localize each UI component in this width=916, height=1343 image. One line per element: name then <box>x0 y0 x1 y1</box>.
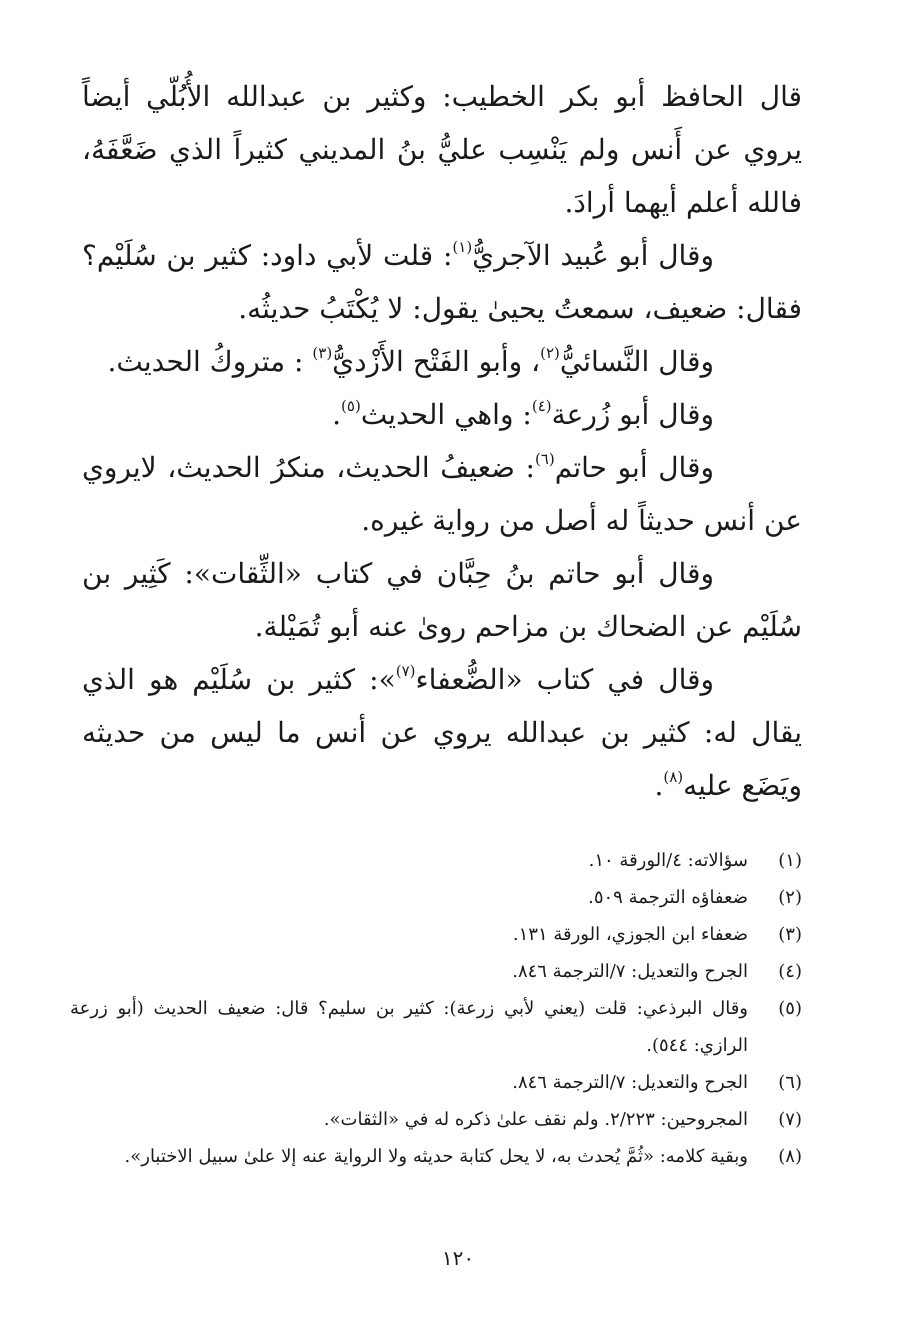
footnote <box>70 953 802 990</box>
body-paragraph <box>82 229 802 335</box>
footnote <box>70 990 802 1064</box>
text-run: . <box>654 769 664 802</box>
page-number: ١٢٠ <box>441 1246 475 1270</box>
footnote-ref: (٨) <box>663 768 684 786</box>
footnote <box>70 879 802 916</box>
footnote-number: (٥) <box>778 998 802 1019</box>
text-run: : واهي الحديث <box>360 398 532 431</box>
footnote-text: الجرح والتعديل: ٧/الترجمة ٨٤٦. <box>512 1072 748 1093</box>
main-text <box>82 70 802 812</box>
footnote-number: (٧) <box>778 1109 802 1130</box>
text-run: وقال أبو عُبيد الآجريُّ <box>472 239 714 272</box>
footnote-ref: (٧) <box>395 662 416 680</box>
text-run: وقال أبو حاتم بنُ حِبَّان في كتاب «الثِّقات»: كَثِير بن سُلَيْم عن الضحاك بن مزاحم روىٰ عنه أبو تُمَيْلة. <box>82 557 802 643</box>
footnote-ref: (١) <box>452 238 473 256</box>
body-paragraph <box>82 388 802 441</box>
footnote-text: ضعفاء ابن الجوزي، الورقة ١٣١. <box>512 924 748 945</box>
footnote-text: وقال البرذعي: قلت (يعني لأبي زرعة): كثير بن سليم؟ قال: ضعيف الحديث (أبو زرعة الرازي: ٥٤٤). <box>70 998 748 1056</box>
footnote-number: (١) <box>778 850 802 871</box>
footnote-text: وبقية كلامه: «ثُمَّ يُحدث به، لا يحل كتابة حديثه ولا الرواية عنه إلا علىٰ سبيل الاختبار». <box>124 1146 748 1167</box>
text-run: وقال النَّسائيُّ <box>559 345 714 378</box>
footnote <box>70 1138 802 1175</box>
footnote-ref: (٦) <box>534 450 555 468</box>
footnote-number: (٢) <box>778 887 802 908</box>
footnote <box>70 916 802 953</box>
text-run: : قلت لأبي داود: كثير بن سُلَيْم؟ فقال: ضعيف، سمعتُ يحيىٰ يقول: لا يُكْتَبُ حديثُه. <box>82 239 802 325</box>
text-run: : ضعيفُ الحديث، منكرُ الحديث، لايروي عن أنس حديثاً له أصل من رواية غيره. <box>82 451 802 537</box>
text-run: وقال في كتاب «الضُّعفاء <box>415 663 714 696</box>
footnote-number: (٤) <box>778 961 802 982</box>
footnote-ref: (٥) <box>341 397 361 415</box>
body-paragraph <box>82 653 802 812</box>
footnotes-section <box>70 842 802 1175</box>
footnote-ref: (٤) <box>531 397 552 415</box>
footnote-text: المجروحين: ٢/٢٢٣. ولم نقف علىٰ ذكره له في «الثقات». <box>323 1109 748 1130</box>
footnote-ref: (٢) <box>540 344 560 362</box>
text-run: وقال أبو زُرعة <box>551 398 714 431</box>
body-paragraph <box>82 441 802 547</box>
footnote <box>70 842 802 879</box>
footnote-number: (٨) <box>778 1146 802 1167</box>
footnote <box>70 1101 802 1138</box>
footnote-number: (٦) <box>778 1072 802 1093</box>
text-run: ، وأبو الفَتْح الأَزْديُّ <box>332 345 541 378</box>
body-paragraph <box>82 547 802 653</box>
text-run: »: كثير بن سُلَيْم هو الذي يقال له: كثير بن عبدالله يروي عن أنس ما ليس من حديثه ويَضَع عليه <box>82 663 802 802</box>
footnote-ref: (٣) <box>312 344 333 362</box>
footnote-text: سؤالاته: ٤/الورقة ١٠. <box>588 850 748 871</box>
footnote-text: الجرح والتعديل: ٧/الترجمة ٨٤٦. <box>512 961 748 982</box>
body-paragraph <box>82 70 802 229</box>
body-paragraph <box>82 335 802 388</box>
text-run: قال الحافظ أبو بكر الخطيب: وكثير بن عبدالله الأُبُلّي أيضاً يروي عن أَنس ولم يَنْسِب عليُّ بنُ المديني كثيراً الذي ضَعَّفَهُ، فالله أعلم أيهما أرادَ. <box>82 80 802 219</box>
footnote-text: ضعفاؤه الترجمة ٥٠٩. <box>588 887 748 908</box>
text-run: وقال أبو حاتم <box>554 451 714 484</box>
footnote-number: (٣) <box>778 924 802 945</box>
text-run: : متروكُ الحديث. <box>107 345 313 378</box>
footnote <box>70 1064 802 1101</box>
text-run: . <box>332 398 342 431</box>
